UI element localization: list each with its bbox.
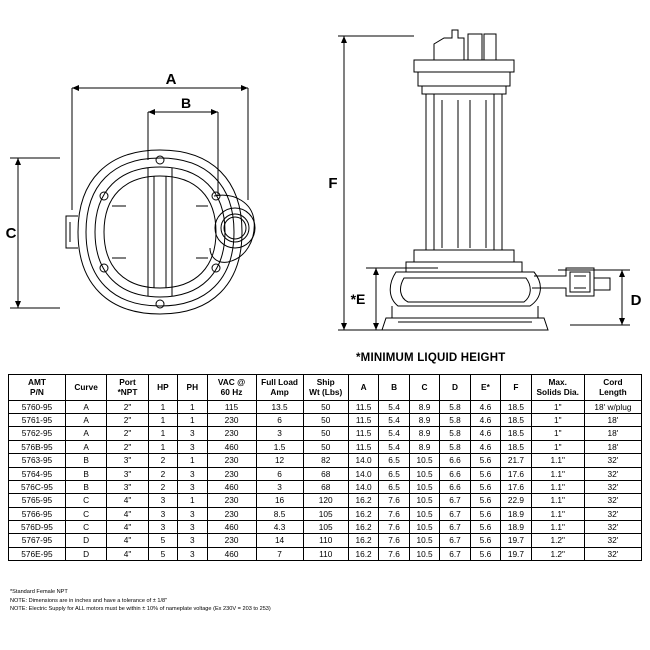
table-cell: 110 <box>303 534 348 547</box>
table-cell: 3 <box>256 480 303 493</box>
table-cell: 18' <box>584 414 641 427</box>
table-cell: 2 <box>148 480 177 493</box>
table-cell: 32' <box>584 507 641 520</box>
table-cell: 6.7 <box>440 507 470 520</box>
cell-part-number: 5767-95 <box>9 534 66 547</box>
table-cell: 3 <box>256 427 303 440</box>
table-cell: 4" <box>107 494 148 507</box>
table-cell: 460 <box>207 440 256 453</box>
table-cell: 5.4 <box>379 400 409 413</box>
table-cell: 460 <box>207 547 256 560</box>
column-header-15: Cord Length <box>584 375 641 401</box>
table-cell: 16.2 <box>348 494 379 507</box>
table-cell: 18.5 <box>501 400 532 413</box>
table-cell: 1.5 <box>256 440 303 453</box>
table-cell: 50 <box>303 427 348 440</box>
table-cell: 32' <box>584 534 641 547</box>
table-cell: 3 <box>148 520 177 533</box>
table-cell: 6 <box>256 467 303 480</box>
table-row <box>9 440 642 453</box>
table-cell: 2" <box>107 400 148 413</box>
table-cell: 3 <box>178 520 207 533</box>
table-cell: 3" <box>107 467 148 480</box>
table-cell: 7.6 <box>379 494 409 507</box>
table-cell: 16.2 <box>348 507 379 520</box>
cell-part-number: 5760-95 <box>9 400 66 413</box>
table-cell: 32' <box>584 454 641 467</box>
table-cell: 7.6 <box>379 534 409 547</box>
table-cell: A <box>65 427 106 440</box>
table-cell: D <box>65 534 106 547</box>
table-row <box>9 467 642 480</box>
cell-part-number: 5761-95 <box>9 414 66 427</box>
note-standard-npt: *Standard Female NPT <box>10 589 68 595</box>
table-cell: 6.7 <box>440 534 470 547</box>
table-cell: 11.5 <box>348 414 379 427</box>
table-cell: 10.5 <box>409 520 440 533</box>
table-cell: C <box>65 494 106 507</box>
table-cell: 2" <box>107 440 148 453</box>
table-cell: 50 <box>303 400 348 413</box>
table-cell: 5.6 <box>470 494 500 507</box>
column-header-9: B <box>379 375 409 401</box>
table-cell: 18.9 <box>501 507 532 520</box>
table-body <box>9 400 642 560</box>
table-cell: 18.5 <box>501 414 532 427</box>
table-cell: 1 <box>178 400 207 413</box>
dimension-label-e: *E <box>350 291 366 307</box>
table-header-row <box>9 375 642 401</box>
table-cell: A <box>65 400 106 413</box>
top-view-drawing <box>0 0 330 368</box>
table-cell: 10.5 <box>409 507 440 520</box>
table-cell: 18.5 <box>501 440 532 453</box>
table-cell: 4" <box>107 534 148 547</box>
table-cell: 32' <box>584 494 641 507</box>
table-cell: 1.1" <box>531 507 584 520</box>
dimension-label-b: B <box>180 95 192 111</box>
table-cell: A <box>65 414 106 427</box>
table-cell: 32' <box>584 467 641 480</box>
table-cell: 1.1" <box>531 480 584 493</box>
table-cell: 3 <box>178 427 207 440</box>
table-cell: 10.5 <box>409 480 440 493</box>
cell-part-number: 576E-95 <box>9 547 66 560</box>
table-cell: D <box>65 547 106 560</box>
table-cell: 4.6 <box>470 414 500 427</box>
table-cell: 1 <box>148 427 177 440</box>
table-cell: 1 <box>148 400 177 413</box>
table-cell: 13.5 <box>256 400 303 413</box>
table-cell: 230 <box>207 427 256 440</box>
table-cell: 11.5 <box>348 440 379 453</box>
table-cell: 16 <box>256 494 303 507</box>
table-cell: 105 <box>303 507 348 520</box>
note-dimensions: NOTE: Dimensions are in inches and have a tolerance of ± 1/8" <box>10 597 168 604</box>
table-cell: 6.7 <box>440 520 470 533</box>
table-row <box>9 480 642 493</box>
table-cell: 8.9 <box>409 427 440 440</box>
table-cell: 1 <box>178 454 207 467</box>
note-electric-supply: NOTE: Electric Supply for ALL motors must be within ± 10% of nameplate voltage (Ex 230V = 203 to 253) <box>10 606 271 613</box>
table-cell: A <box>65 440 106 453</box>
column-header-7: Ship Wt (Lbs) <box>303 375 348 401</box>
table-row <box>9 414 642 427</box>
cell-part-number: 5764-95 <box>9 467 66 480</box>
table-cell: 4" <box>107 520 148 533</box>
table-cell: 4" <box>107 547 148 560</box>
column-header-10: C <box>409 375 440 401</box>
table-cell: 2" <box>107 414 148 427</box>
table-cell: 82 <box>303 454 348 467</box>
table-cell: 5.6 <box>470 480 500 493</box>
specification-table-wrapper <box>8 374 642 561</box>
column-header-1: Curve <box>65 375 106 401</box>
column-header-2: Port *NPT <box>107 375 148 401</box>
table-cell: 6.5 <box>379 467 409 480</box>
table-cell: C <box>65 507 106 520</box>
table-cell: 21.7 <box>501 454 532 467</box>
table-row <box>9 427 642 440</box>
table-cell: 5.8 <box>440 414 470 427</box>
table-cell: 1.2" <box>531 534 584 547</box>
table-cell: 5.4 <box>379 427 409 440</box>
table-cell: 14.0 <box>348 480 379 493</box>
table-cell: 68 <box>303 480 348 493</box>
table-cell: 5.6 <box>470 534 500 547</box>
table-cell: 1.1" <box>531 454 584 467</box>
table-cell: 5.8 <box>440 427 470 440</box>
table-cell: 18' <box>584 427 641 440</box>
column-header-5: VAC @ 60 Hz <box>207 375 256 401</box>
table-cell: 8.9 <box>409 400 440 413</box>
table-cell: 7.6 <box>379 547 409 560</box>
dimension-label-c: C <box>5 225 17 242</box>
table-cell: 3 <box>178 547 207 560</box>
table-cell: 6.5 <box>379 454 409 467</box>
table-cell: 5.8 <box>440 400 470 413</box>
table-cell: 10.5 <box>409 467 440 480</box>
table-cell: B <box>65 467 106 480</box>
table-cell: 5 <box>148 547 177 560</box>
table-cell: 4.6 <box>470 400 500 413</box>
table-cell: 3 <box>148 507 177 520</box>
table-cell: C <box>65 520 106 533</box>
table-cell: 11.5 <box>348 427 379 440</box>
table-cell: 2 <box>148 454 177 467</box>
table-cell: 4.3 <box>256 520 303 533</box>
table-row <box>9 534 642 547</box>
table-cell: 1 <box>178 414 207 427</box>
dimension-label-d: D <box>630 292 642 309</box>
table-cell: 6.7 <box>440 547 470 560</box>
table-cell: 14.0 <box>348 454 379 467</box>
table-cell: 8.9 <box>409 440 440 453</box>
dimension-label-a: A <box>165 71 177 88</box>
table-cell: 230 <box>207 534 256 547</box>
table-cell: 1.2" <box>531 547 584 560</box>
table-cell: B <box>65 454 106 467</box>
table-cell: 1" <box>531 414 584 427</box>
table-cell: 7.6 <box>379 520 409 533</box>
table-cell: 120 <box>303 494 348 507</box>
table-cell: 5.4 <box>379 440 409 453</box>
table-cell: 12 <box>256 454 303 467</box>
table-cell: 50 <box>303 440 348 453</box>
table-row <box>9 494 642 507</box>
table-cell: 3 <box>178 480 207 493</box>
column-header-8: A <box>348 375 379 401</box>
table-cell: 18' <box>584 440 641 453</box>
table-cell: 32' <box>584 547 641 560</box>
table-cell: 1 <box>148 414 177 427</box>
column-header-6: Full Load Amp <box>256 375 303 401</box>
table-cell: 7.6 <box>379 507 409 520</box>
table-cell: 3 <box>148 494 177 507</box>
table-cell: 19.7 <box>501 547 532 560</box>
table-cell: 22.9 <box>501 494 532 507</box>
column-header-3: HP <box>148 375 177 401</box>
table-cell: 10.5 <box>409 454 440 467</box>
table-cell: 18' w/plug <box>584 400 641 413</box>
table-cell: 460 <box>207 480 256 493</box>
table-cell: 5.6 <box>470 520 500 533</box>
table-cell: 5.4 <box>379 414 409 427</box>
side-view-drawing <box>318 0 648 368</box>
table-row <box>9 547 642 560</box>
table-cell: 2 <box>148 467 177 480</box>
table-cell: 6.6 <box>440 480 470 493</box>
table-cell: 7 <box>256 547 303 560</box>
table-cell: 32' <box>584 520 641 533</box>
table-cell: 32' <box>584 480 641 493</box>
table-row <box>9 520 642 533</box>
table-cell: 1.1" <box>531 520 584 533</box>
table-cell: 3 <box>178 534 207 547</box>
table-cell: 1" <box>531 440 584 453</box>
table-cell: 10.5 <box>409 494 440 507</box>
cell-part-number: 5762-95 <box>9 427 66 440</box>
table-cell: 11.5 <box>348 400 379 413</box>
table-cell: 105 <box>303 520 348 533</box>
table-cell: 3" <box>107 480 148 493</box>
table-cell: 460 <box>207 520 256 533</box>
cell-part-number: 576D-95 <box>9 520 66 533</box>
table-cell: 3 <box>178 467 207 480</box>
table-cell: 8.5 <box>256 507 303 520</box>
column-header-0: AMT P/N <box>9 375 66 401</box>
table-cell: 17.6 <box>501 480 532 493</box>
table-cell: 5.6 <box>470 547 500 560</box>
table-notes <box>10 588 430 614</box>
table-cell: 1 <box>178 494 207 507</box>
table-cell: 5.6 <box>470 454 500 467</box>
table-cell: 3 <box>178 507 207 520</box>
table-cell: 1.1" <box>531 467 584 480</box>
table-cell: 4.6 <box>470 427 500 440</box>
table-cell: 4.6 <box>470 440 500 453</box>
table-cell: 16.2 <box>348 547 379 560</box>
table-cell: 3" <box>107 454 148 467</box>
table-cell: 16.2 <box>348 520 379 533</box>
min-liquid-height-caption: *MINIMUM LIQUID HEIGHT <box>356 352 506 364</box>
table-row <box>9 454 642 467</box>
cell-part-number: 5766-95 <box>9 507 66 520</box>
table-cell: 14.0 <box>348 467 379 480</box>
table-cell: 230 <box>207 414 256 427</box>
specification-table <box>8 374 642 561</box>
table-cell: 8.9 <box>409 414 440 427</box>
table-cell: 5.6 <box>470 507 500 520</box>
column-header-12: E* <box>470 375 500 401</box>
table-cell: 2" <box>107 427 148 440</box>
cell-part-number: 576B-95 <box>9 440 66 453</box>
cell-part-number: 5763-95 <box>9 454 66 467</box>
table-cell: 16.2 <box>348 534 379 547</box>
dimension-label-f: F <box>328 175 338 192</box>
table-cell: 10.5 <box>409 547 440 560</box>
table-cell: 18.5 <box>501 427 532 440</box>
table-cell: 110 <box>303 547 348 560</box>
table-cell: 5.8 <box>440 440 470 453</box>
table-cell: 68 <box>303 467 348 480</box>
cell-part-number: 576C-95 <box>9 480 66 493</box>
table-cell: 1.1" <box>531 494 584 507</box>
column-header-11: D <box>440 375 470 401</box>
table-row <box>9 400 642 413</box>
table-cell: 14 <box>256 534 303 547</box>
table-cell: 18.9 <box>501 520 532 533</box>
table-cell: 5 <box>148 534 177 547</box>
table-row <box>9 507 642 520</box>
table-cell: 1" <box>531 427 584 440</box>
table-cell: 115 <box>207 400 256 413</box>
table-cell: 230 <box>207 494 256 507</box>
table-cell: 4" <box>107 507 148 520</box>
table-cell: 5.6 <box>470 467 500 480</box>
column-header-4: PH <box>178 375 207 401</box>
column-header-13: F <box>501 375 532 401</box>
table-cell: B <box>65 480 106 493</box>
table-cell: 230 <box>207 467 256 480</box>
table-cell: 19.7 <box>501 534 532 547</box>
table-cell: 1 <box>148 440 177 453</box>
cell-part-number: 5765-95 <box>9 494 66 507</box>
table-cell: 230 <box>207 507 256 520</box>
column-header-14: Max. Solids Dia. <box>531 375 584 401</box>
table-cell: 6.6 <box>440 467 470 480</box>
table-cell: 50 <box>303 414 348 427</box>
table-cell: 6.7 <box>440 494 470 507</box>
table-cell: 10.5 <box>409 534 440 547</box>
table-cell: 230 <box>207 454 256 467</box>
table-cell: 17.6 <box>501 467 532 480</box>
table-cell: 6 <box>256 414 303 427</box>
table-cell: 6.6 <box>440 454 470 467</box>
table-cell: 1" <box>531 400 584 413</box>
table-cell: 3 <box>178 440 207 453</box>
table-cell: 6.5 <box>379 480 409 493</box>
